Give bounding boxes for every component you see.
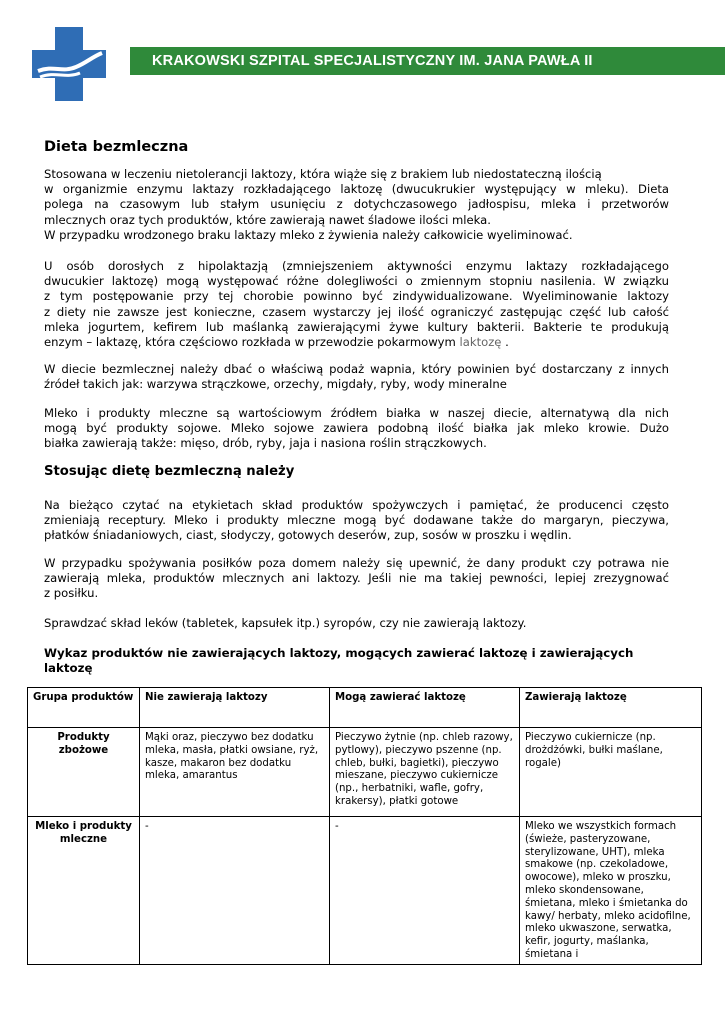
calcium-paragraph — [44, 362, 669, 392]
table-cell: Pieczywo cukiernicze (np. drożdżówki, bułki maślane, rogale) — [520, 728, 702, 817]
intro-paragraph — [44, 167, 669, 243]
text-line: w organizmie enzymu laktazy rozkładającego laktozę (dwucukrukier występujący w mleku). Dieta — [44, 182, 669, 197]
text-line: białka zawierają także: mięso, drób, ryby, jaja i nasiona roślin strączkowych. — [44, 436, 487, 451]
text-line: płatków śniadaniowych, ciast, słodyczy, gotowych deserów, zup, sosów w proszku i wędlin. — [44, 528, 572, 543]
text-line: Mleko i produkty mleczne są wartościowym źródłem białka w naszej diecie, alternatywą dla nich — [44, 406, 669, 420]
table-cell: - — [140, 817, 330, 965]
text-line — [44, 335, 669, 350]
text-line: zmieniają receptury. Mleko i produkty mleczne mogą być dodawane także do margaryn, pieczywa, — [44, 513, 669, 528]
table-row — [28, 728, 702, 817]
text-line: mlecznych oraz tych produktów, które zawierają nawet śladowe ilości mleka. — [44, 212, 491, 227]
adults-paragraph — [44, 259, 669, 350]
text-line: dwucukier laktozę) mogą występować różne dolegliwości o zmiennym stopniu nasilenia. W związku — [44, 274, 669, 289]
table-header-row — [28, 688, 702, 728]
group-cell: Mleko i produkty mleczne — [28, 817, 140, 965]
group-cell: Produkty zbożowe — [28, 728, 140, 817]
column-header: Nie zawierają laktozy — [140, 688, 330, 728]
highlight-term: laktozę — [459, 335, 502, 350]
protein-paragraph — [44, 406, 669, 452]
medical-cross-icon — [32, 27, 106, 101]
labels-paragraph — [44, 498, 669, 544]
text-line: W przypadku wrodzonego braku laktazy mleko z żywienia należy całkowicie wyeliminować. — [44, 227, 573, 242]
text-line: źródeł takich jak: warzywa strączkowe, orzechy, migdały, ryby, wody mineralne — [44, 377, 507, 392]
text-line: W diecie bezmlecznej należy dbać o właściwą podaż wapnia, który powinien być dostarczany z innych — [44, 362, 669, 376]
text-line: mleka jogurtem, kefirem lub maślanką zawierającymi żywe kultury bakterii. Bakterie te produkują — [44, 319, 669, 334]
column-header: Zawierają laktozę — [520, 688, 702, 728]
outside-paragraph — [44, 556, 669, 602]
table-row — [28, 817, 702, 965]
hospital-banner — [130, 47, 725, 75]
text-fragment: . — [505, 335, 509, 350]
table-cell: Mleko we wszystkich formach (świeże, pasteryzowane, sterylizowane, UHT), mleka smakowe (np. czekoladowe, owocowe), mleko w proszku, mleko skondensowane, śmietana, mleko i śmietanka do kawy/ herbaty, mleko acidofilne, mleko ukwaszone, serwatka, kefir, jogurty, maślanka, śmietana i — [520, 817, 702, 965]
page-title: Dieta bezmleczna — [44, 139, 189, 155]
section-heading: Stosując dietę bezmleczną należy — [44, 464, 295, 479]
hospital-name: KRAKOWSKI SZPITAL SPECJALISTYCZNY IM. JANA PAWŁA II — [152, 53, 593, 69]
text-line: z tym postępowanie przy tej chorobie powinno być zindywidualizowane. Wyeliminowanie laktozy — [44, 289, 669, 304]
text-line: mogą być produkty sojowe. Mleko sojowe zawiera podobną ilość białka jak mleko krowie. Dużo — [44, 421, 669, 436]
column-header: Grupa produktów — [28, 688, 140, 728]
text-line: zawierają mleka, produktów mlecznych ani laktozy. Jeśli nie ma takiej pewności, lepiej zrezygnować — [44, 571, 669, 586]
lactose-table — [27, 687, 702, 965]
table-cell: Pieczywo żytnie (np. chleb razowy, pytlowy), pieczywo pszenne (np. chleb, bułki, bagietki), pieczywo mieszane, pieczywo cukiernicze (np., herbatniki, wafle, gofry, krakersy), płatki gotowe — [330, 728, 520, 817]
text-fragment: enzym – laktazę, która częściowo rozkłada w przewodzie pokarmowym — [44, 335, 456, 350]
text-line: W przypadku spożywania posiłków poza domem należy się upewnić, że dany produkt czy potrawa nie — [44, 556, 669, 570]
table-cell: - — [330, 817, 520, 965]
text-line: polega na czasowym lub stałym usunięciu z dotychczasowego jadłospisu, mleka i przetworów — [44, 197, 669, 212]
text-line: z posiłku. — [44, 586, 99, 601]
column-header: Mogą zawierać laktozę — [330, 688, 520, 728]
table-cell: Mąki oraz, pieczywo bez dodatku mleka, masła, płatki owsiane, ryż, kasze, makaron bez dodatku mleka, amarantus — [140, 728, 330, 817]
text-line: U osób dorosłych z hipolaktazją (zmniejszeniem aktywności enzymu laktazy rozkładającego — [44, 259, 669, 273]
drugs-paragraph — [44, 616, 669, 631]
text-line: Na bieżąco czytać na etykietach skład produktów spożywczych i pamiętać, że producenci często — [44, 498, 669, 512]
text-line: Stosowana w leczeniu nietolerancji laktozy, która wiąże się z brakiem lub niedostateczną ilością — [44, 167, 602, 181]
text-line: Sprawdzać skład leków (tabletek, kapsułek itp.) syropów, czy nie zawierają laktozy. — [44, 616, 527, 630]
table-heading: Wykaz produktów nie zawierających laktozy, mogących zawierać laktozę i zawierających laktozę — [44, 646, 634, 675]
text-line: z diety nie zawsze jest konieczne, czasem wystarczy jej ilość ograniczyć zastępując część lub całość — [44, 304, 669, 319]
